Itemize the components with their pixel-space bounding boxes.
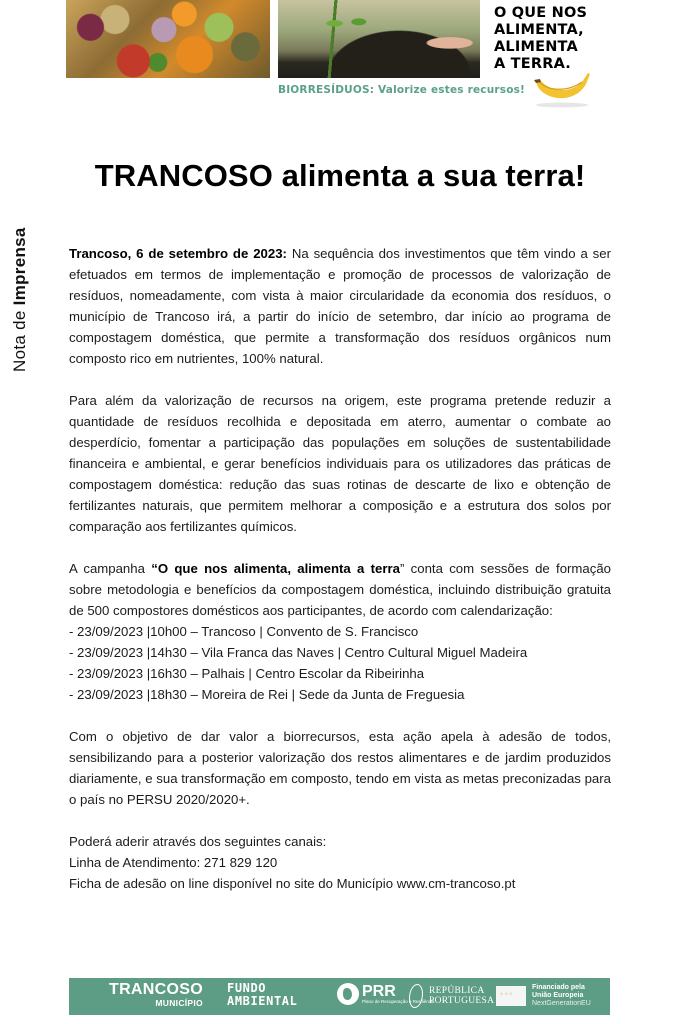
schedule-item: - 23/09/2023 |16h30 – Palhais | Centro Escolar da Ribeirinha <box>69 666 425 681</box>
banana-icon <box>530 70 594 108</box>
slogan-line: A TERRA. <box>494 56 571 72</box>
republica-portuguesa-logo <box>409 984 494 1008</box>
eu-line2: União Europeia <box>532 992 584 999</box>
schedule-item: - 23/09/2023 |18h30 – Moreira de Rei | Sede da Junta de Freguesia <box>69 687 465 702</box>
paragraph-text: Na sequência dos investimentos que têm vindo a ser efetuados em termos de implementação e promoção de processos de valorização de resíduos, nomeadamente, com vista à maior circularidade da economia dos resíduos, o município de Trancoso irá, a partir do início de setembro, dar início ao programa de compostagem doméstica, que permite a transformação dos resíduos orgânicos num composto rico em nutrientes, 100% natural. <box>69 246 611 366</box>
fundo-line2: AMBIENTAL <box>227 994 298 1008</box>
trancoso-logo <box>109 982 203 1008</box>
page-title: TRANCOSO alimenta a sua terra! <box>94 158 586 193</box>
eu-flag-icon <box>496 986 526 1006</box>
paragraph-campaign <box>69 558 611 621</box>
fundo-line1: FUNDO <box>227 981 267 995</box>
slogan-line: O QUE NOS <box>494 5 588 21</box>
republica-emblem-icon <box>409 984 423 1008</box>
eu-line1: Financiado pela <box>532 984 585 991</box>
contact-phone: Linha de Atendimento: 271 829 120 <box>69 855 278 870</box>
slogan-line: ALIMENTA <box>494 39 578 55</box>
side-label-bold: Imprensa <box>10 227 29 306</box>
paragraph-goals: Para além da valorização de recursos na origem, este programa pretende reduzir a quantidade de resíduos recolhida e depositada em aterro, aumentar o combate ao desperdício, fomentar a participação das populações em soluções de sustentabilidade financeira e ambiental, e gerar benefícios individuais para os utilizadores das práticas de compostagem doméstica: redução das suas rotinas de descarte de lixo e obtenção de fertilizantes naturais, que permitem melhorar a composição e a estrutura dos solos por comparação aos fertilizantes químicos. <box>69 393 611 534</box>
article-body <box>69 243 611 894</box>
campaign-name: “O que nos alimenta, alimenta a terra <box>151 561 400 576</box>
contact-web: Ficha de adesão on line disponível no site do Município www.cm-trancoso.pt <box>69 876 516 891</box>
prr-circle-icon <box>337 983 359 1005</box>
eu-funding-logo <box>496 984 591 1008</box>
republica-line2: PORTUGUESA <box>429 996 495 1006</box>
trancoso-logo-sub: MUNICÍPIO <box>155 998 203 1008</box>
schedule-item: - 23/09/2023 |10h00 – Trancoso | Convento de S. Francisco <box>69 624 419 639</box>
trancoso-logo-main: TRANCOSO <box>109 981 203 998</box>
press-release-label <box>10 227 30 372</box>
contact-section <box>69 831 611 894</box>
schedule-list <box>69 621 611 705</box>
paragraph-text: A campanha <box>69 561 152 576</box>
slogan-line: ALIMENTA, <box>494 22 584 38</box>
paragraph-text: ” conta com sessões de formação sobre metodologia e benefícios da compostagem doméstica, incluindo distribuição gratuita de 500 compostores domésticos aos participantes, de acordo com calendarização: <box>69 561 611 618</box>
eu-line3: NextGenerationEU <box>532 1000 591 1007</box>
republica-line1: REPÚBLICA <box>429 986 485 996</box>
tagline: BIORRESÍDUOS: Valorize estes recursos! <box>278 84 526 96</box>
paragraph-intro <box>69 243 611 369</box>
seedling-soil-photo <box>278 0 480 78</box>
sponsor-footer <box>69 978 610 1015</box>
dateline: Trancoso, 6 de setembro de 2023: <box>69 246 287 261</box>
paragraph-objective: Com o objetivo de dar valor a biorrecursos, esta ação apela à adesão de todos, sensibilizando para a posterior valorização dos restos alimentares e de jardim produzidos diariamente, e sua transformação em composto, tendo em vista as metas preconizadas para o país no PERSU 2020/2020+. <box>69 729 611 807</box>
fundo-ambiental-logo <box>227 982 297 1008</box>
campaign-slogan <box>494 5 624 73</box>
contact-intro: Poderá aderir através dos seguintes canais: <box>69 834 327 849</box>
schedule-item: - 23/09/2023 |14h30 – Vila Franca das Naves | Centro Cultural Miguel Madeira <box>69 645 528 660</box>
food-scraps-photo <box>66 0 270 78</box>
prr-sub: Plano de Recuperação e Resiliência <box>362 999 435 1004</box>
side-label-normal: Nota de <box>10 305 29 372</box>
prr-main: PRR <box>362 983 396 1000</box>
